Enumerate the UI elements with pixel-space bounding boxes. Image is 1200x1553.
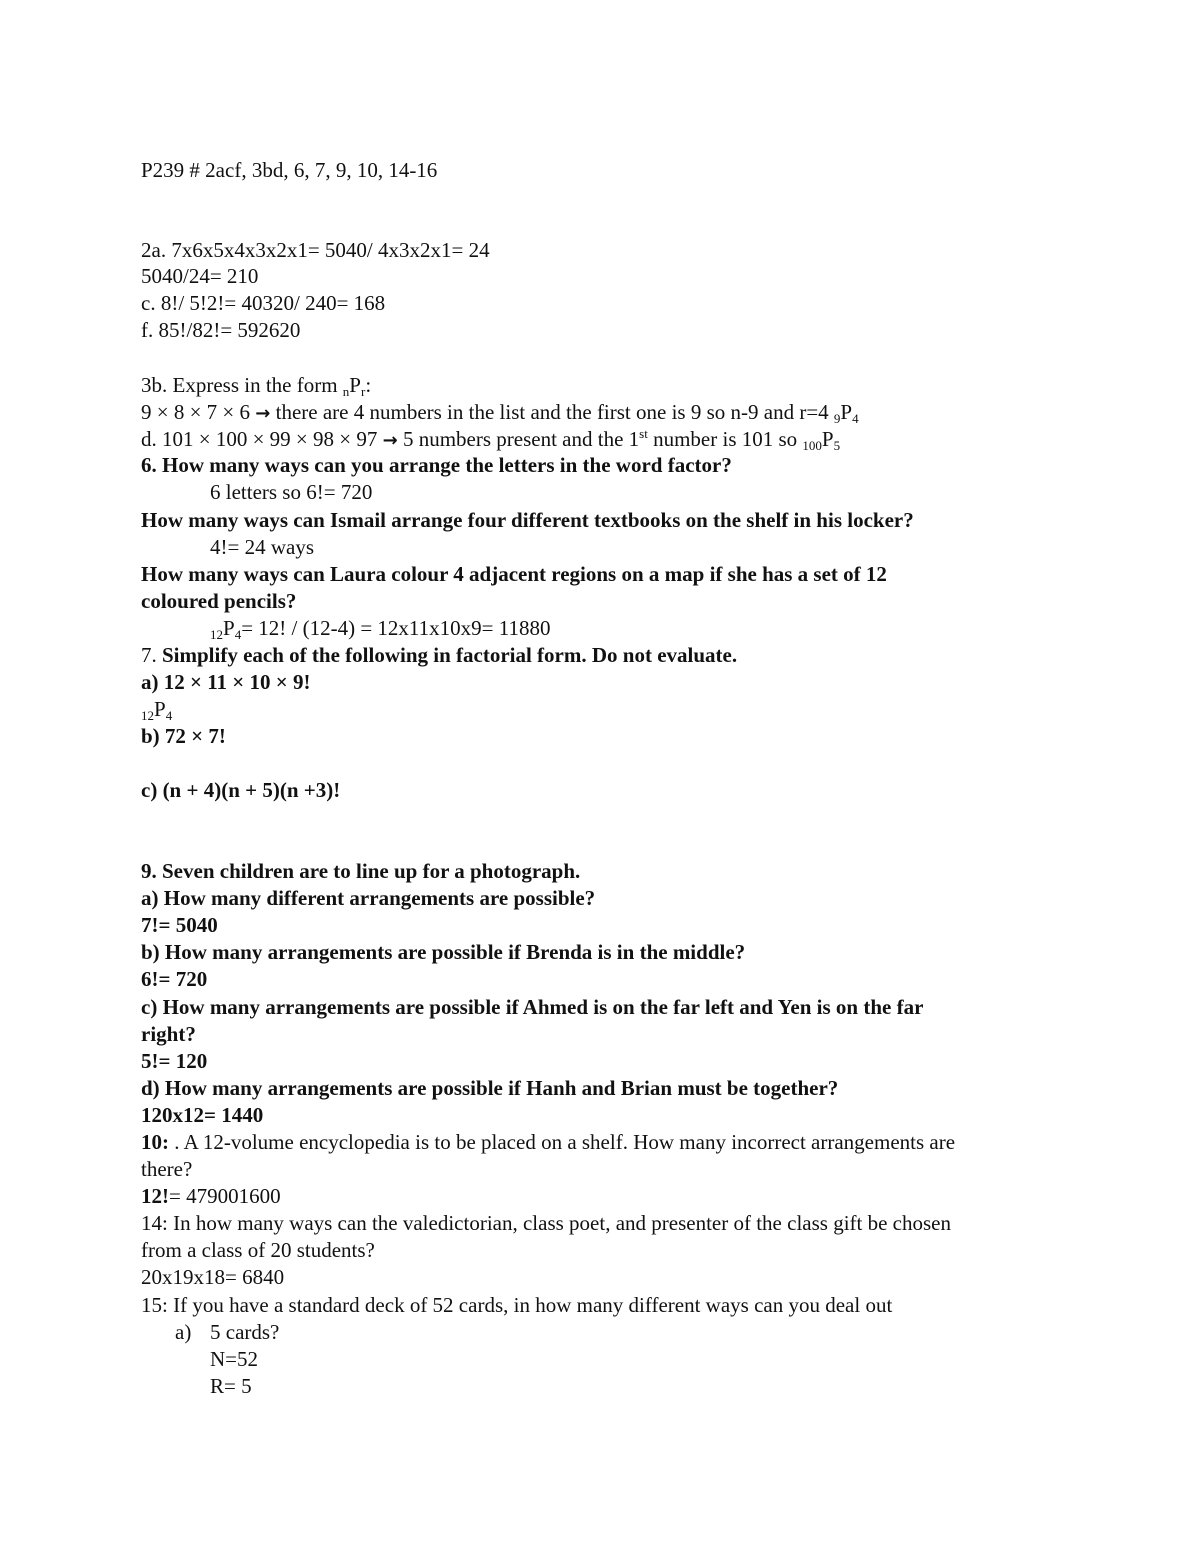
q6-question-3-line2: coloured pencils? [141,589,297,613]
q6-answer-2: 4!= 24 ways [210,535,314,559]
q2a-line2: 5040/24= 210 [141,264,259,288]
q15a-n: N=52 [210,1347,259,1371]
q10-answer-bold: 12! [141,1184,169,1208]
q7a-ans-n: 12 [141,708,154,723]
q3d-explanation-2: number is 101 so [647,427,803,451]
q6-answer-1: 6 letters so 6!= 720 [210,480,373,504]
q7c: c) (n + 4)(n + 5)(n +3)! [141,778,341,802]
q2c-line: c. 8!/ 5!2!= 40320/ 240= 168 [141,291,386,315]
q7a-ans-r: 4 [165,708,173,723]
q9b: b) How many arrangements are possible if Brenda is in the middle? [141,940,746,964]
q3b-form-p: P [349,373,361,397]
q3b-ans-p: P [840,400,853,424]
q6-answer-3 [210,616,551,642]
q3b-explanation: there are 4 numbers in the list and the first one is 9 so n-9 and r=4 [270,400,834,424]
q6-question-2: How many ways can Ismail arrange four different textbooks on the shelf in his locker? [141,508,914,532]
right-arrow-icon: → [382,430,398,451]
q3d-product: d. 101 × 100 × 99 × 98 × 97 [141,427,383,451]
q7a: a) 12 × 11 × 10 × 9! [141,670,311,694]
q9a: a) How many different arrangements are possible? [141,886,596,910]
q2f-line: f. 85!/82!= 592620 [141,318,301,342]
right-arrow-icon: → [255,403,271,424]
q9c-answer: 5!= 120 [141,1049,208,1073]
q6-ans-n: 12 [210,627,223,642]
q15-line: 15: If you have a standard deck of 52 cards, in how many different ways can you deal out [141,1293,893,1317]
q7a-answer [141,697,173,723]
q15a-label: a) [175,1320,192,1344]
q7b: b) 72 × 7! [141,724,226,748]
q9-title: 9. Seven children are to line up for a photograph. [141,859,581,883]
q3d-explanation-1: 5 numbers present and the 1 [397,427,640,451]
q10-number: 10: [141,1130,169,1154]
q3d-answer [141,426,841,453]
q6-ans-p: P [223,616,235,640]
q7a-ans-p: P [154,697,166,721]
q7-title [141,645,737,666]
q9c-line1: c) How many arrangements are possible if Ahmed is on the far left and Yen is on the far [141,995,924,1019]
q3b-intro [141,373,372,399]
q6-question-1: 6. How many ways can you arrange the letters in the word factor? [141,453,732,477]
q3b-form-n: n [342,384,350,399]
assignment-header: P239 # 2acf, 3bd, 6, 7, 9, 10, 14-16 [141,158,438,182]
q10-text: . A 12-volume encyclopedia is to be placed on a shelf. How many incorrect arrangements are [169,1130,956,1154]
q9d: d) How many arrangements are possible if Hanh and Brian must be together? [141,1076,839,1100]
q9a-answer: 7!= 5040 [141,913,218,937]
q3b-intro-text: 3b. Express in the form [141,373,343,397]
q6-ans-rest: = 12! / (12-4) = 12x11x10x9= 11880 [241,616,551,640]
q10-line2: there? [141,1157,193,1181]
q10-line1 [141,1132,955,1153]
q9d-answer: 120x12= 1440 [141,1103,264,1127]
q3d-superscript: st [639,426,648,441]
q3b-ans-n: 9 [833,411,841,426]
q3b-ans-r: 4 [852,411,859,426]
q10-answer [141,1186,281,1207]
q9c-line2: right? [141,1022,196,1046]
q3d-ans-r: 5 [833,438,841,453]
q3b-form-colon: : [365,373,372,397]
q14-line1: 14: In how many ways can the valedictorian, class poet, and presenter of the class gift be chosen [141,1211,951,1235]
q3b-answer [141,400,859,426]
q6-ans-r: 4 [234,627,242,642]
q10-answer-rest: = 479001600 [169,1184,281,1208]
q3d-ans-n: 100 [802,438,822,453]
q3d-ans-p: P [821,427,834,451]
q6-question-3-line1: How many ways can Laura colour 4 adjacent regions on a map if she has a set of 12 [141,562,887,586]
q7-number: 7. [141,643,162,667]
q2a-line1: 2a. 7x6x5x4x3x2x1= 5040/ 4x3x2x1= 24 [141,238,490,262]
q14-line2: from a class of 20 students? [141,1238,375,1262]
q15a-r: R= 5 [210,1374,252,1398]
q3b-form-r: r [360,384,366,399]
q3b-product: 9 × 8 × 7 × 6 [141,400,256,424]
q7-title-text: Simplify each of the following in factorial form. Do not evaluate. [162,643,738,667]
q14-answer: 20x19x18= 6840 [141,1265,285,1289]
q9b-answer: 6!= 720 [141,967,208,991]
q15a-text: 5 cards? [210,1320,280,1344]
